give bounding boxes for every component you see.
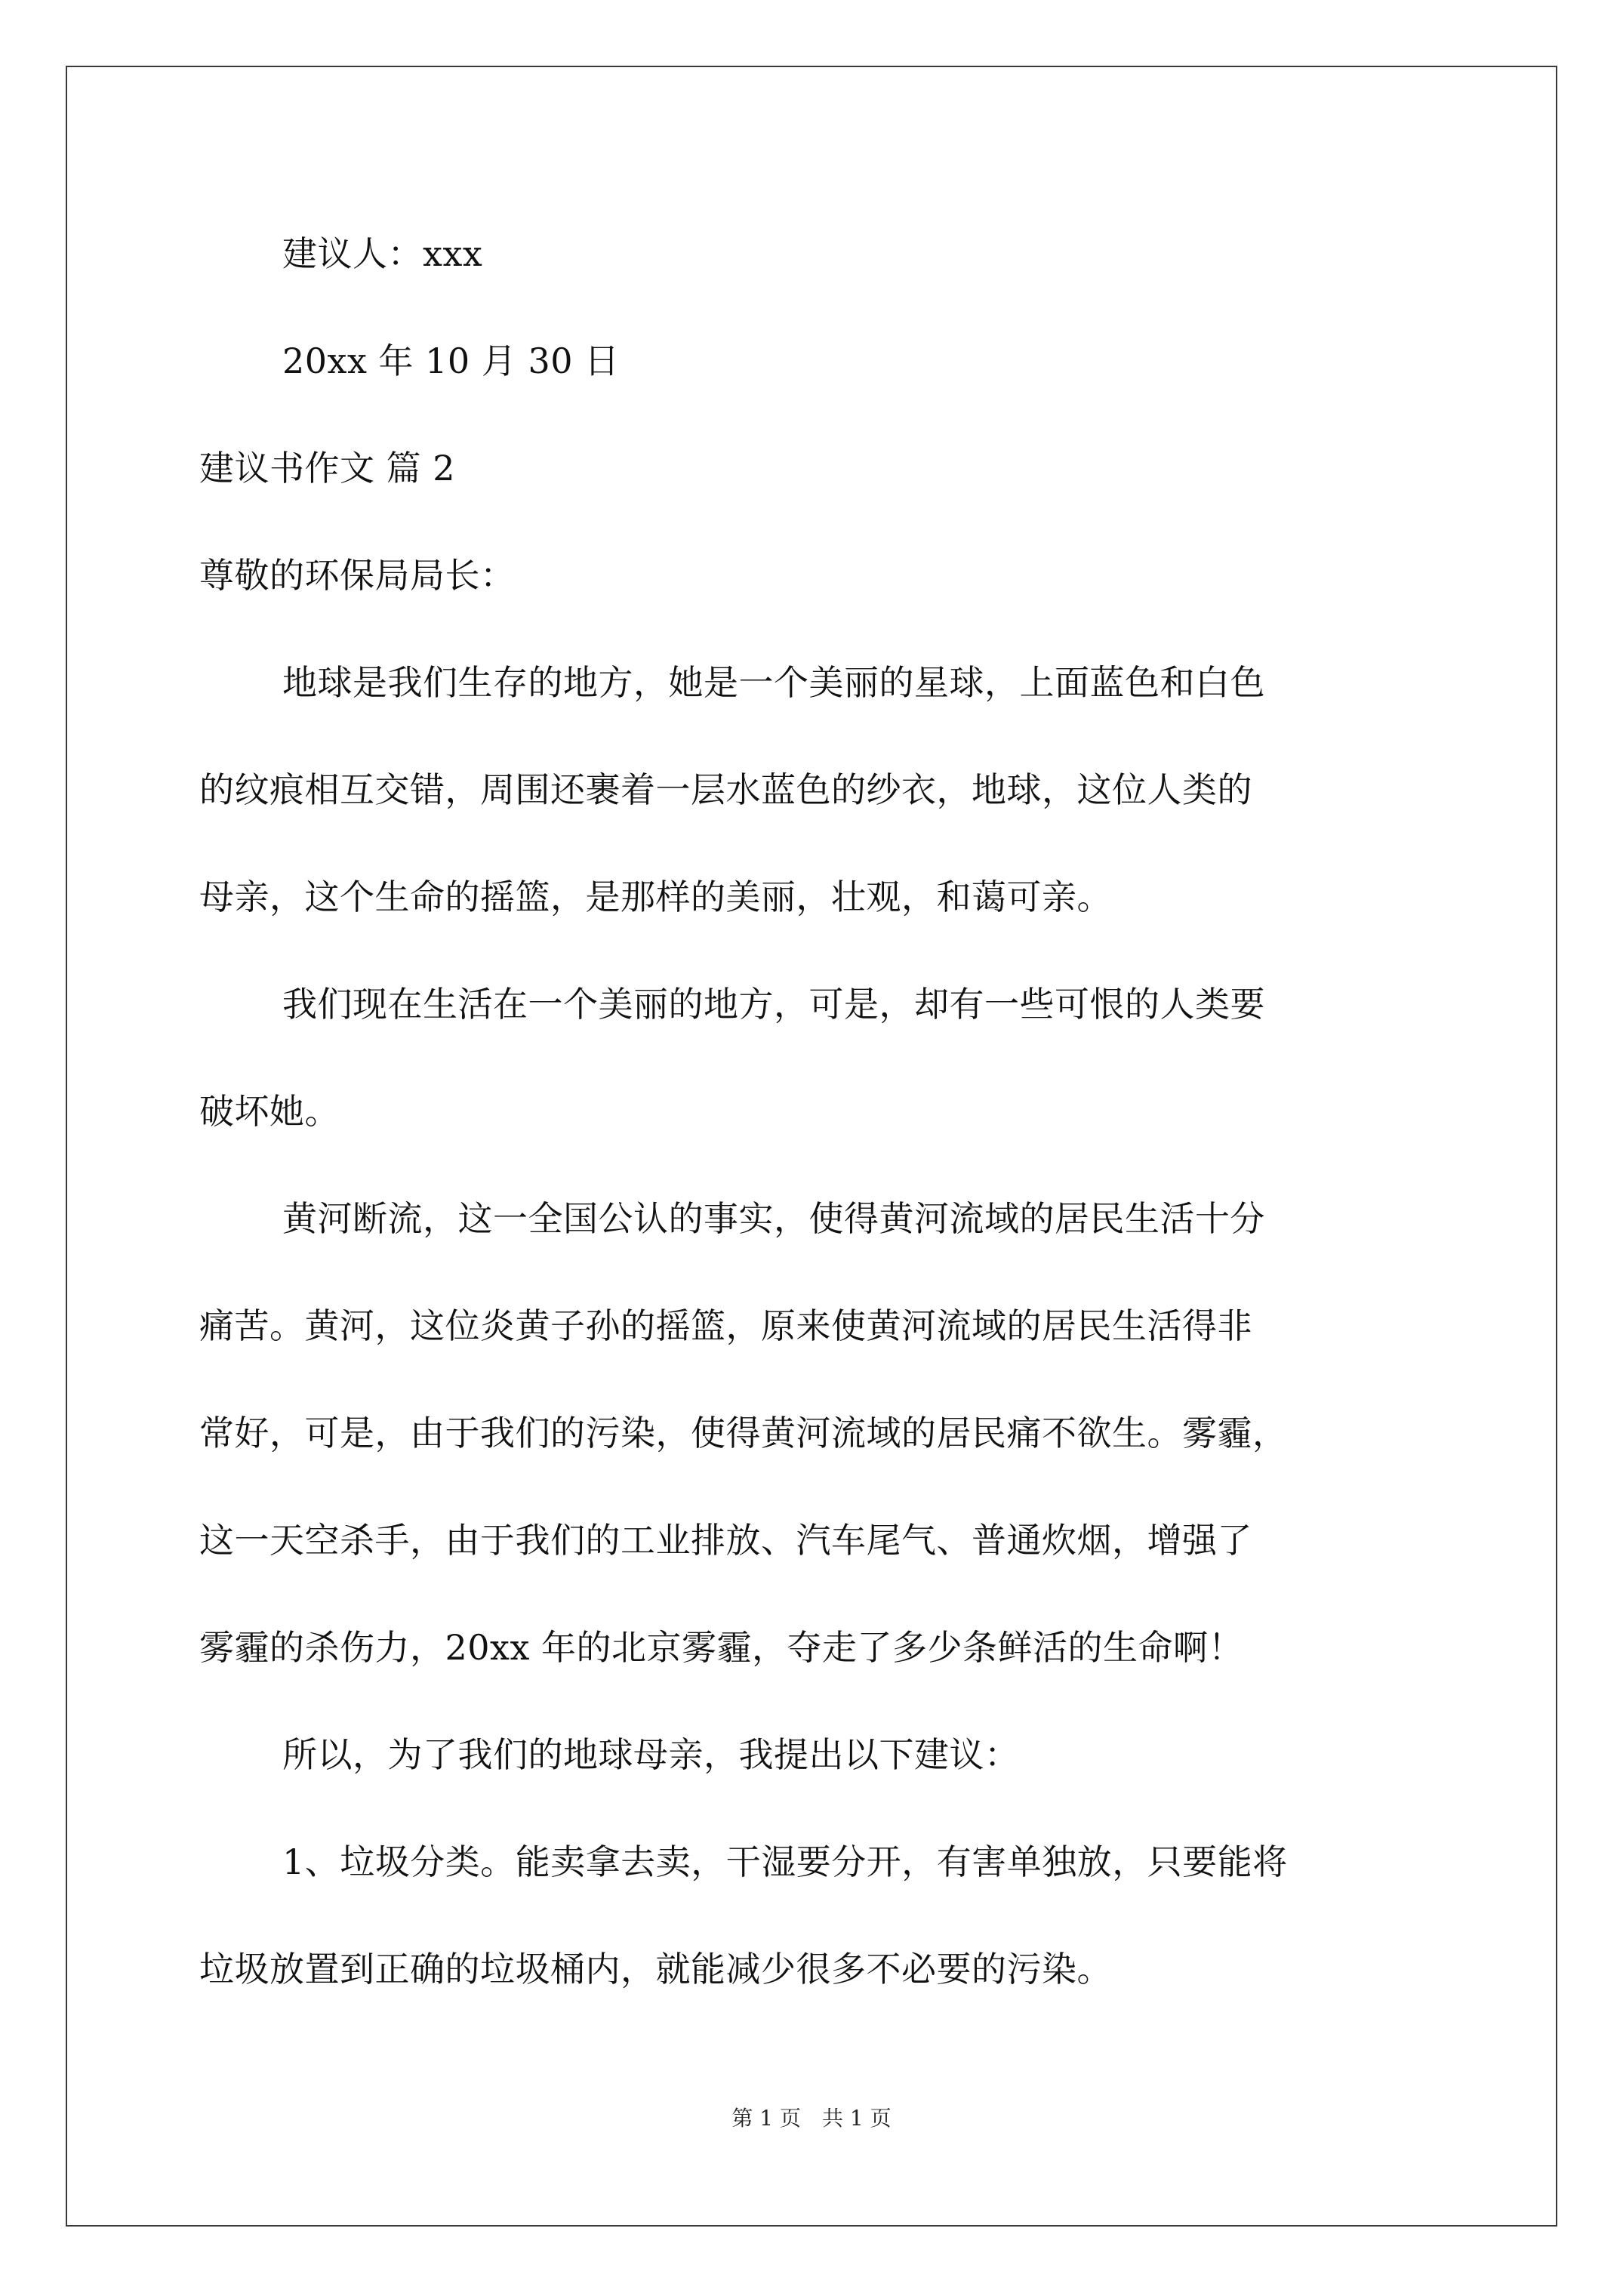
section-heading: 建议书作文 篇 2 — [199, 448, 456, 488]
proposer-line: 建议人：xxx — [282, 233, 483, 274]
paragraph-1-line-3: 母亲，这个生命的摇篮，是那样的美丽，壮观，和蔼可亲。 — [199, 877, 1112, 917]
suggestion-1-line-2: 垃圾放置到正确的垃圾桶内，就能减少很多不必要的污染。 — [199, 1949, 1112, 1989]
paragraph-3-line-4: 这一天空杀手，由于我们的工业排放、汽车尾气、普通炊烟，增强了 — [199, 1520, 1252, 1561]
salutation: 尊敬的环保局局长： — [199, 555, 516, 596]
date-line: 20xx 年 10 月 30 日 — [282, 341, 620, 381]
paragraph-3-line-1: 黄河断流，这一全国公认的事实，使得黄河流域的居民生活十分 — [282, 1198, 1265, 1239]
suggestion-1-line-1: 1、垃圾分类。能卖拿去卖，干湿要分开，有害单独放，只要能将 — [282, 1841, 1288, 1882]
paragraph-1-line-2: 的纹痕相互交错，周围还裹着一层水蓝色的纱衣，地球，这位人类的 — [199, 769, 1252, 810]
paragraph-4-line-1: 所以，为了我们的地球母亲，我提出以下建议： — [282, 1734, 1020, 1775]
paragraph-2-line-1: 我们现在生活在一个美丽的地方，可是，却有一些可恨的人类要 — [282, 984, 1265, 1025]
page-border — [66, 66, 1557, 2227]
paragraph-3-line-2: 痛苦。黄河，这位炎黄子孙的摇篮，原来使黄河流域的居民生活得非 — [199, 1305, 1252, 1346]
paragraph-2-line-2: 破坏她。 — [199, 1091, 340, 1132]
paragraph-3-line-5: 雾霾的杀伤力，20xx 年的北京雾霾，夺走了多少条鲜活的生命啊！ — [199, 1627, 1244, 1668]
paragraph-3-line-3: 常好，可是，由于我们的污染，使得黄河流域的居民痛不欲生。雾霾， — [199, 1413, 1288, 1453]
page-number-footer: 第 1 页 共 1 页 — [731, 2106, 892, 2131]
paragraph-1-line-1: 地球是我们生存的地方，她是一个美丽的星球，上面蓝色和白色 — [282, 662, 1265, 703]
